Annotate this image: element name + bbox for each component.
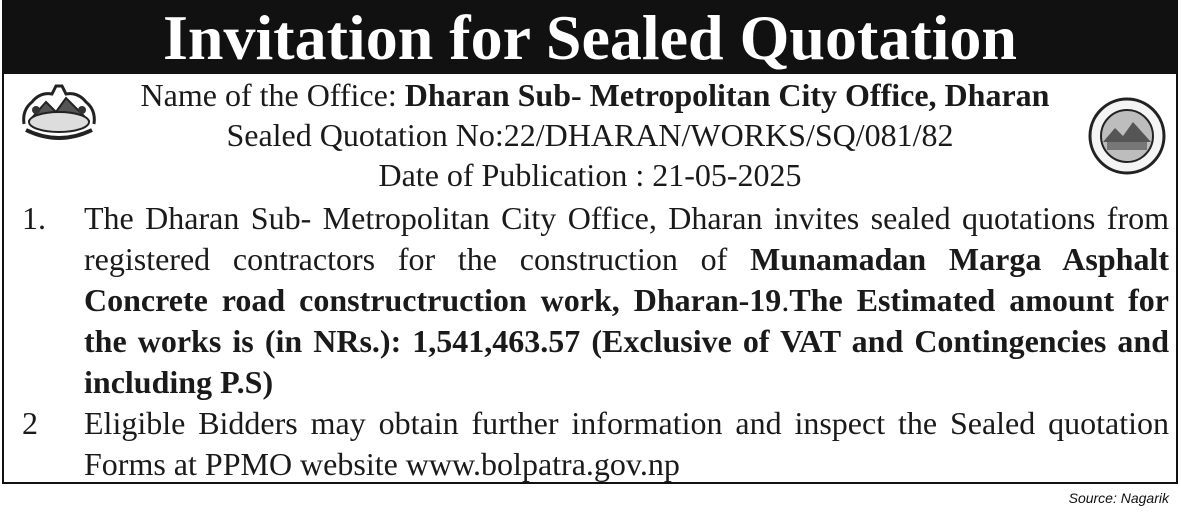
item-text: Eligible Bidders may obtain further information and inspect the Sealed quotation Forms at PPMO website www.bolpatra.gov.np — [84, 405, 1169, 482]
item-number: 2 — [22, 405, 38, 441]
office-name-line — [4, 74, 1176, 116]
estimated-amount: The Estimated amount for the works is (in NRs.): 1,541,463.57 (Exclusive of VAT and Contingencies and including P.S) — [84, 282, 1170, 400]
office-name: Dharan Sub- Metropolitan City Office, Dharan — [404, 77, 1050, 113]
notice-frame — [2, 0, 1178, 484]
source-credit: Source: Nagarik — [1068, 490, 1169, 506]
quotation-number: Sealed Quotation No:22/DHARAN/WORKS/SQ/081/82 — [226, 117, 954, 153]
notice-title: Invitation for Sealed Quotation — [4, 2, 1176, 74]
item-text — [84, 198, 1169, 403]
item-number: 1. — [22, 200, 46, 236]
item-separator: . — [781, 282, 790, 318]
item-intro: The Dharan Sub- Metropolitan City Office, Dharan invites sealed quotations from registered contractors for the construction of — [84, 200, 1169, 277]
publication-date: Date of Publication : 21-05-2025 — [378, 157, 802, 193]
project-name: Munamadan Marga Asphalt Concrete road constructruction work, Dharan-19 — [84, 241, 1170, 318]
office-label: Name of the Office: — [140, 77, 397, 113]
